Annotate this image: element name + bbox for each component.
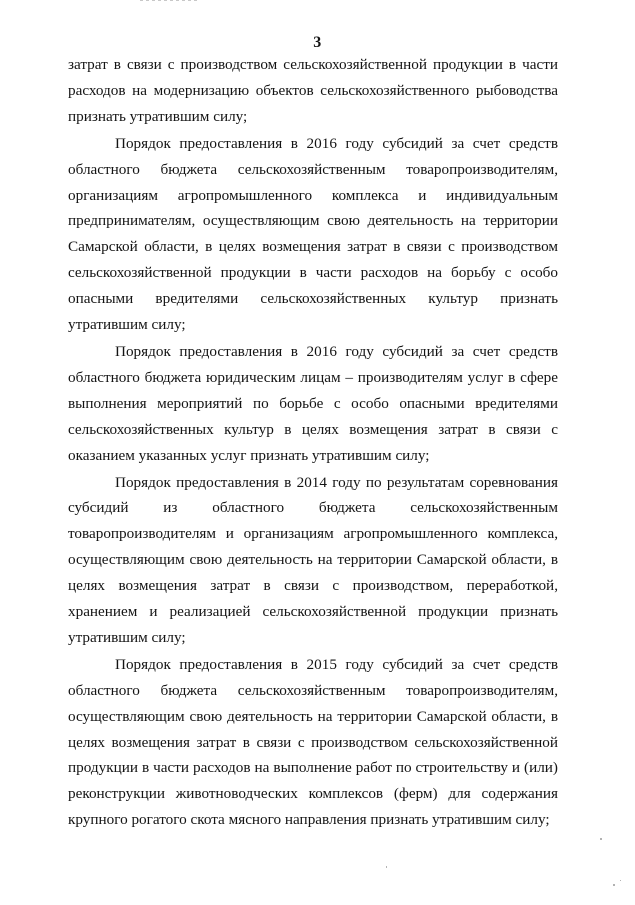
paragraph-livestock-complexes: Порядок предоставления в 2015 году субсидий за счет средств областного бюджета сельскохозяйственным товаропроизводителям, осуществляющим свою деятельность на территории Самарской области, в целях возмещения затрат в связи с производством сельскохозяйственной продукции в части расходов на выполнение работ по строительству и (или) реконструкции животноводческих комплексов (ферм) для содержания крупного рогатого скота мясного направления признать утратившим силу; xyxy=(68,655,558,829)
scan-speck xyxy=(620,880,621,881)
document-body xyxy=(68,52,558,833)
scan-speck xyxy=(386,866,387,868)
scan-speck xyxy=(600,838,602,840)
paragraph-continuation: затрат в связи с производством сельскохозяйственной продукции в части расходов на модернизацию объектов сельскохозяйственного рыбоводства признать утратившим силу; xyxy=(68,56,558,125)
page-number: 3 xyxy=(313,34,322,51)
scan-speck xyxy=(613,884,615,886)
paragraph-competition-subsidies: Порядок предоставления в 2014 году по результатам соревнования субсидий из областного бюджета сельскохозяйственным товаропроизводителям и организациям агропромышленного комплекса, осуществляющим свою деятельность на территории Самарской области, в целях возмещения затрат в связи с производством, переработкой, хранением и реализацией сельскохозяйственной продукции признать утратившим силу; xyxy=(68,473,558,646)
scan-artifact xyxy=(140,0,200,1)
paragraph-pest-control-services: Порядок предоставления в 2016 году субсидий за счет средств областного бюджета юридическим лицам – производителям услуг в сфере выполнения мероприятий по борьбе с особо опасными вредителями сельскохозяйственных культур в целях возмещения затрат в связи с оказанием указанных услуг признать утратившим силу; xyxy=(68,342,558,464)
paragraph-pest-control-producers: Порядок предоставления в 2016 году субсидий за счет средств областного бюджета сельскохозяйственным товаропроизводителям, организациям агропромышленного комплекса и индивидуальным предпринимателям, осуществляющим свою деятельность на территории Самарской области, в целях возмещения затрат в связи с производством сельскохозяйственной продукции в части расходов на борьбу с особо опасными вредителями сельскохозяйственных культур признать утратившим силу; xyxy=(68,134,558,334)
